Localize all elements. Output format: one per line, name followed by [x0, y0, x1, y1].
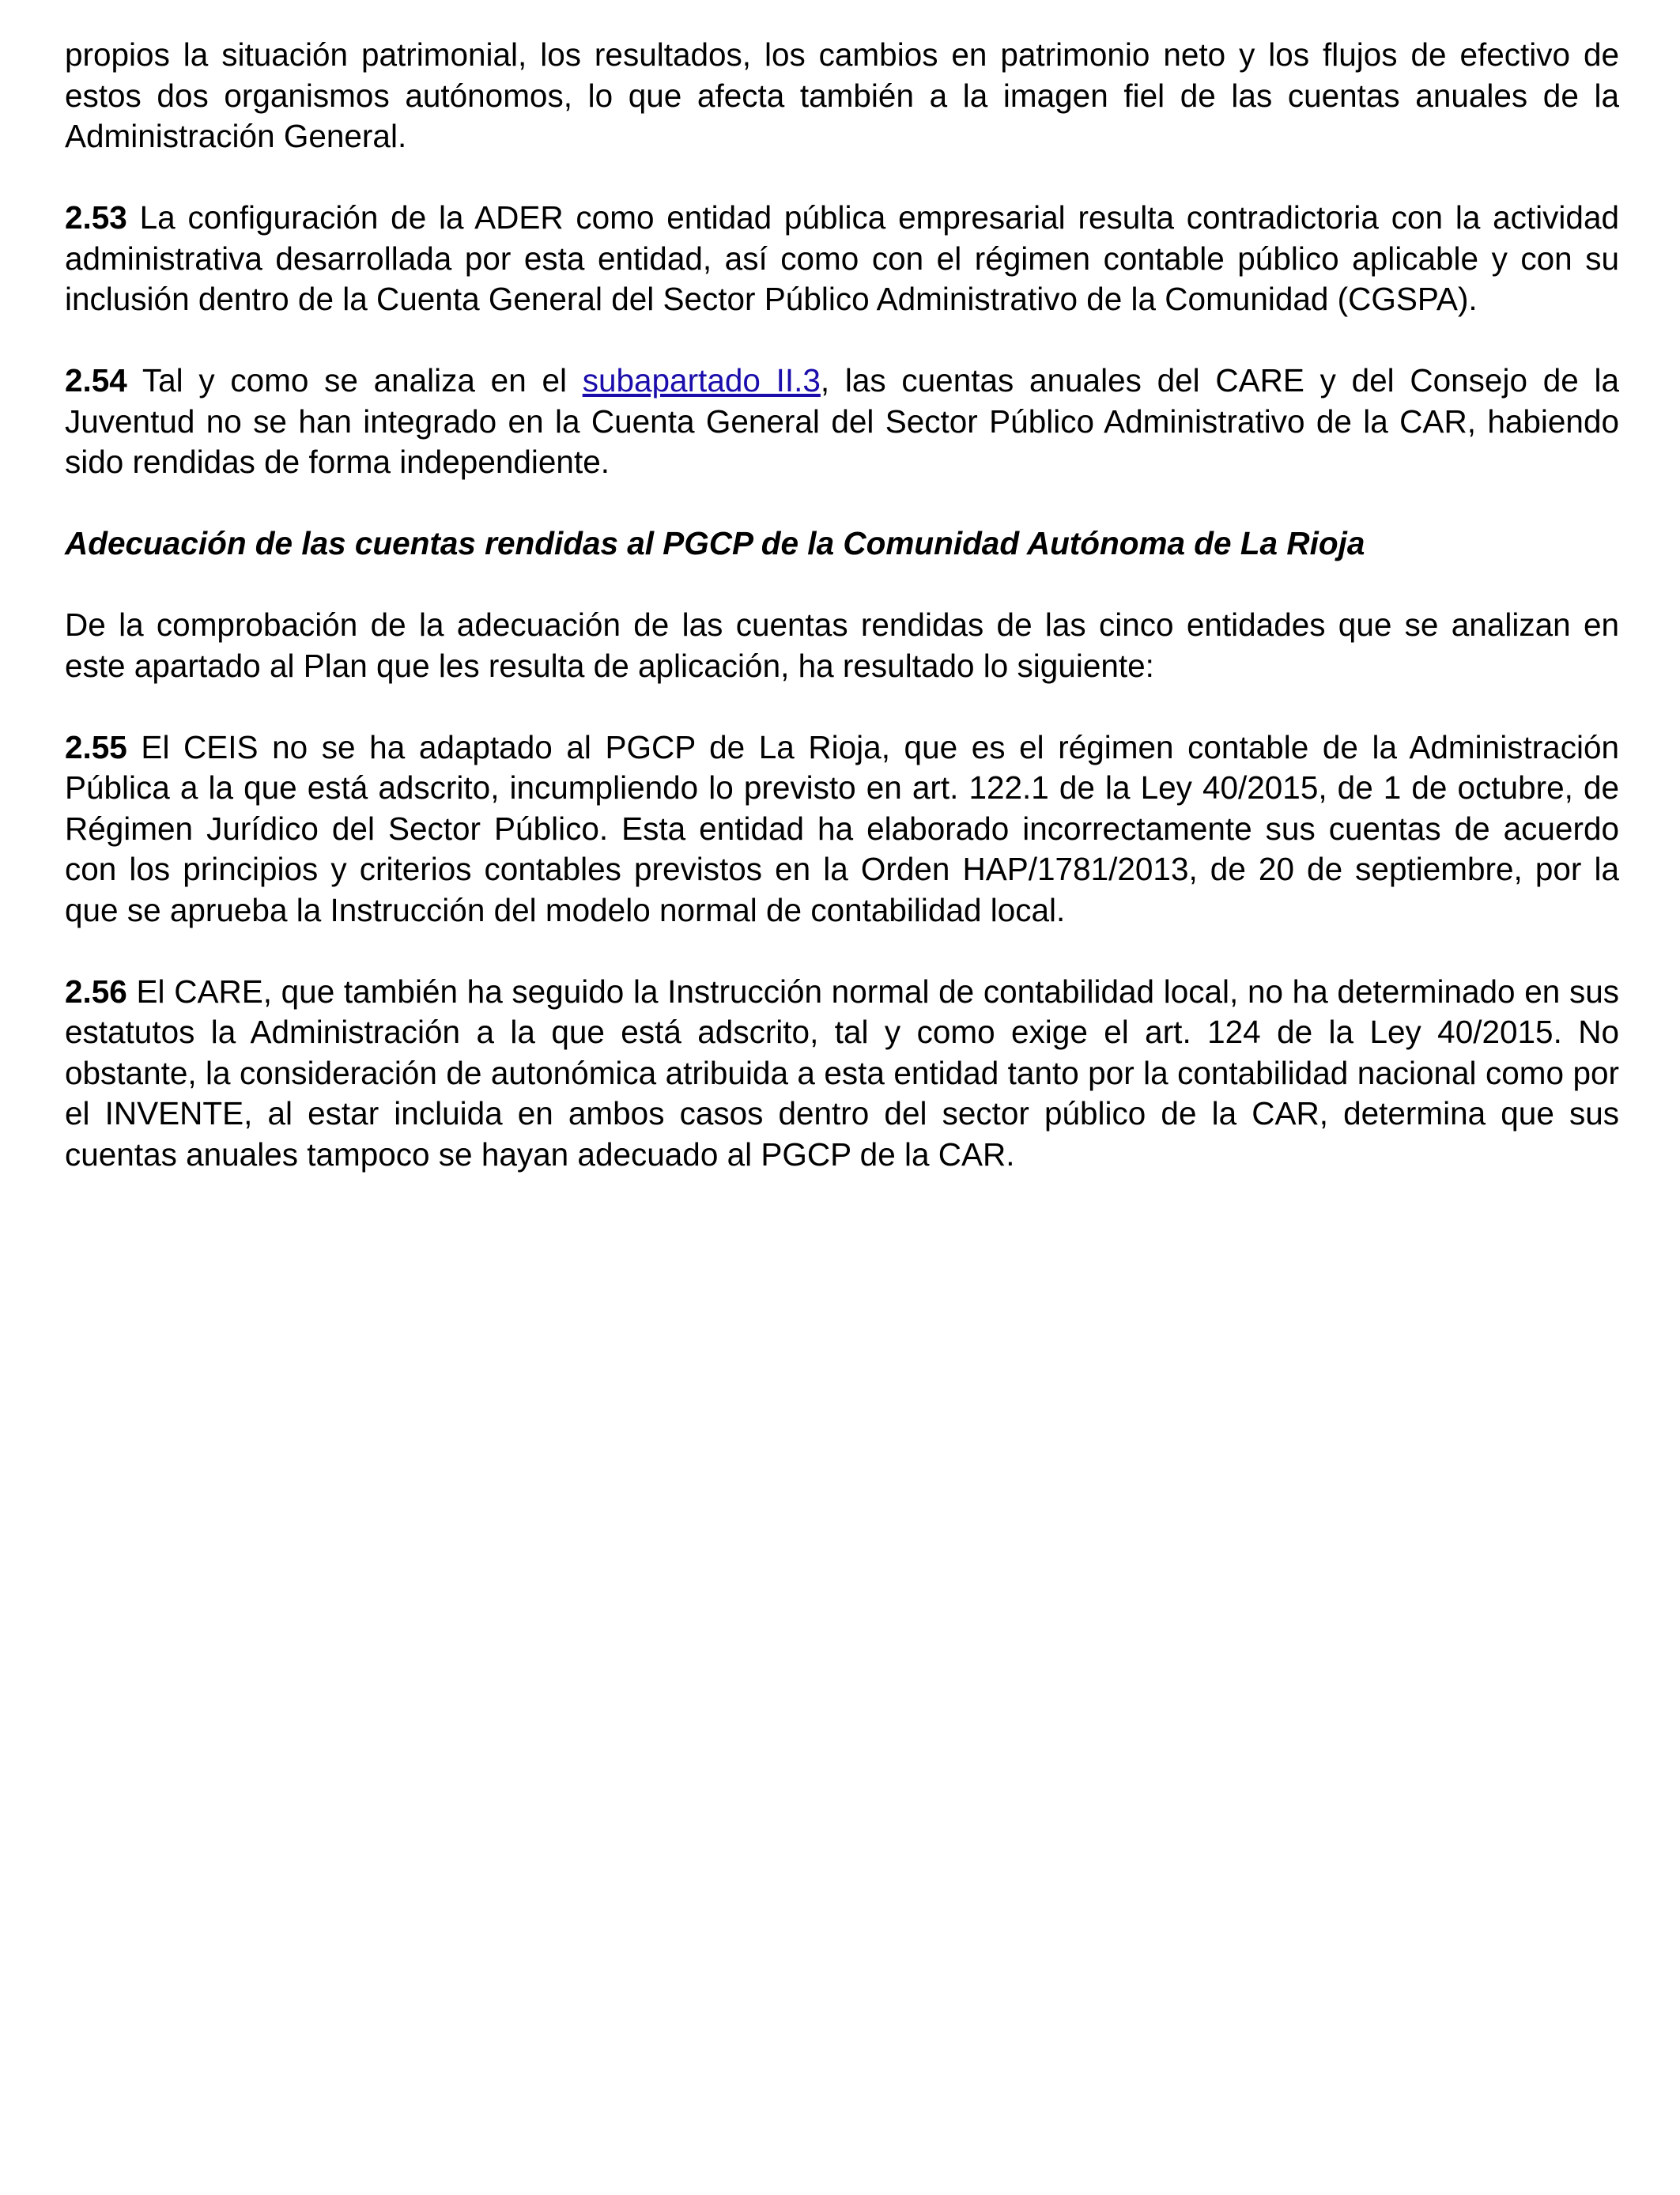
paragraph-intro: [65, 35, 1619, 157]
paragraph-2-56: [65, 972, 1619, 1176]
paragraph-number: 2.55: [65, 728, 127, 765]
paragraph-intro-text: propios la situación patrimonial, los resultados, los cambios en patrimonio neto y los flujos de efectivo de estos dos organismos autónomos, lo que afecta también a la imagen fiel de las cuentas anuales de la Administración General.: [65, 36, 1619, 154]
paragraph-text-before-link: Tal y como se analiza en el: [126, 362, 583, 399]
paragraph-text: El CEIS no se ha adaptado al PGCP de La Rioja, que es el régimen contable de la Administración Pública a la que está adscrito, incumpliendo lo previsto en art. 122.1 de la Ley 40/2015, de 1 de octubre, de Régimen Jurídico del Sector Público. Esta entidad ha elaborado incorrectamente sus cuentas de acuerdo con los principios y criterios contables previstos en la Orden HAP/1781/2013, de 20 de septiembre, por la que se aprueba la Instrucción del modelo normal de contabilidad local.: [65, 728, 1619, 928]
paragraph-2-54: [65, 361, 1619, 483]
paragraph-2-53: [65, 198, 1619, 320]
paragraph-text-after-link: , las cuentas anuales del CARE y del Consejo de la Juventud no se han integrado en la Cuenta General del Sector Público Administrativo de la CAR, habiendo sido rendidas de forma independiente.: [65, 362, 1619, 480]
section-heading: Adecuación de las cuentas rendidas al PGCP de la Comunidad Autónoma de La Rioja: [65, 525, 1365, 561]
subapartado-link[interactable]: subapartado II.3: [582, 362, 821, 399]
paragraph-text: La configuración de la ADER como entidad pública empresarial resulta contradictoria con la actividad administrativa desarrollada por esta entidad, así como con el régimen contable público aplicable y con su inclusión dentro de la Cuenta General del Sector Público Administrativo de la Comunidad (CGSPA).: [65, 199, 1619, 317]
document-page: [65, 35, 1619, 1216]
paragraph-text: El CARE, que también ha seguido la Instrucción normal de contabilidad local, no ha determinado en sus estatutos la Administración a la que está adscrito, tal y como exige el art. 124 de la Ley 40/2015. No obstante, la consideración de autonómica atribuida a esta entidad tanto por la contabilidad nacional como por el INVENTE, al estar incluida en ambos casos dentro del sector público de la CAR, determina que sus cuentas anuales tampoco se hayan adecuado al PGCP de la CAR.: [65, 973, 1619, 1173]
paragraph-number: 2.56: [65, 973, 127, 1010]
paragraph-lead: [65, 605, 1619, 686]
paragraph-number: 2.53: [65, 199, 127, 236]
paragraph-number: 2.54: [65, 362, 127, 399]
paragraph-2-55: [65, 727, 1619, 931]
paragraph-lead-text: De la comprobación de la adecuación de las cuentas rendidas de las cinco entidades que se analizan en este apartado al Plan que les resulta de aplicación, ha resultado lo siguiente:: [65, 606, 1619, 684]
